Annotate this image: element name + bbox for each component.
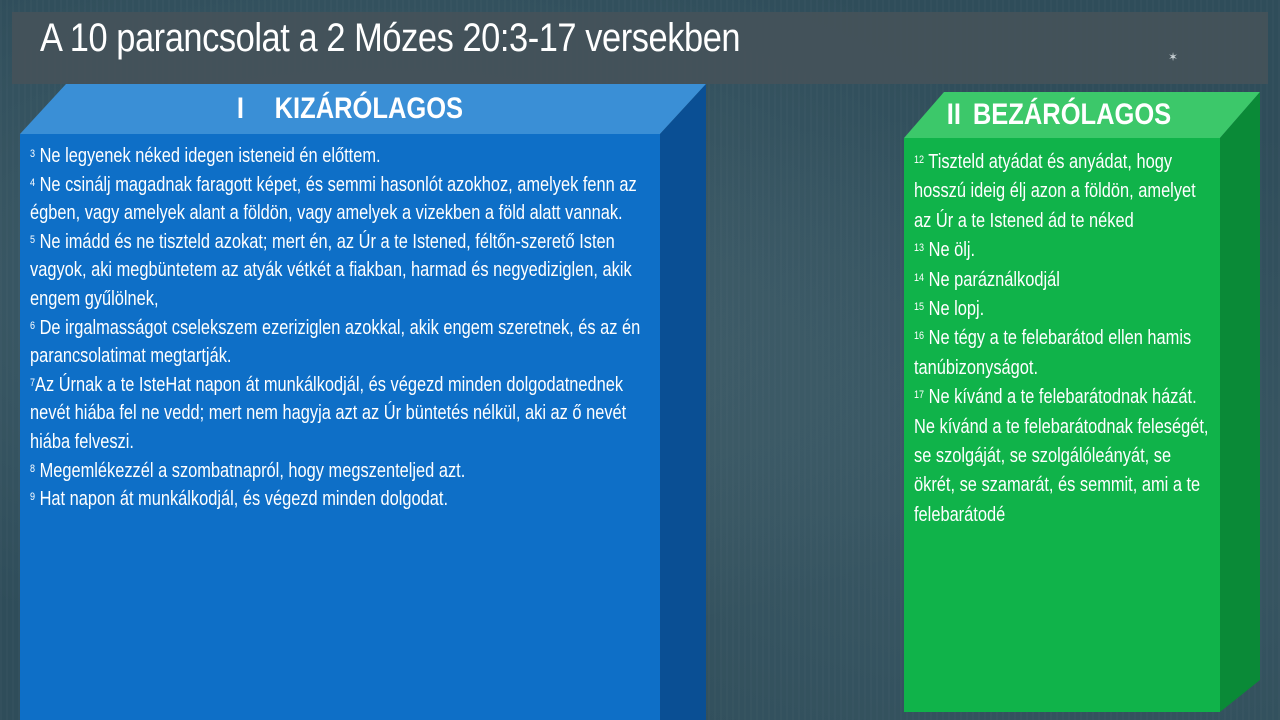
verse-text: Ne kívánd a te felebarátodnak házát. Ne kívánd a te felebarátodnak feleségét, se szolgáját, se szolgálóleányát, se ökrét, se szamarát, és semmit, ami a te felebarátodé bbox=[914, 386, 1209, 526]
green-box-side bbox=[1220, 92, 1260, 712]
verse-number: 4 bbox=[30, 176, 36, 189]
verse-number: 8 bbox=[30, 462, 36, 475]
bezarolagos-box bbox=[904, 92, 1260, 712]
verse-text: Ne paráználkodjál bbox=[924, 268, 1060, 291]
blue-box-heading bbox=[70, 92, 631, 132]
verse bbox=[914, 148, 1209, 236]
verse-text: Hat napon át munkálkodjál, és végezd minden dolgodat. bbox=[35, 488, 449, 511]
verse-number: 16 bbox=[914, 330, 925, 343]
kizarolagos-box bbox=[20, 84, 706, 720]
verse bbox=[30, 171, 653, 228]
verse-number: 12 bbox=[914, 154, 925, 166]
verse bbox=[914, 324, 1209, 383]
verse-number: 17 bbox=[914, 389, 925, 402]
verse bbox=[30, 314, 653, 371]
verse-text: Ne imádd és ne tiszteld azokat; mert én, az Úr a te Istened, féltőn-szerető Isten vagyok, aki megbüntetem az atyák vétkét a fiakban, harmad és negyediziglen, akik engem gyűlölnek, bbox=[30, 230, 632, 310]
verse-number: 3 bbox=[30, 148, 36, 160]
verse-number: 6 bbox=[30, 319, 36, 332]
blue-box-number: I bbox=[236, 92, 245, 125]
verse-text: Az Úrnak a te IsteHat napon át munkálkodjál, és végezd minden dolgodatnednek nevét hiába fel ne vedd; mert nem hagyja azt az Úr büntetés nélkül, aki az ő nevét hiába felveszi. bbox=[30, 373, 627, 453]
verse-number: 5 bbox=[30, 233, 36, 246]
verse-text: Ne lopj. bbox=[924, 298, 985, 321]
verse-number: 9 bbox=[30, 491, 36, 504]
star-icon: ✶ bbox=[1168, 50, 1179, 64]
verse bbox=[30, 228, 653, 314]
green-verses-list bbox=[914, 148, 1209, 530]
verse bbox=[914, 383, 1209, 530]
verse-text: Ne ölj. bbox=[924, 239, 976, 262]
verse bbox=[30, 485, 653, 514]
verse bbox=[914, 295, 1209, 324]
blue-box-side bbox=[660, 84, 706, 720]
green-box-title: BEZÁRÓLAGOS bbox=[972, 98, 1172, 131]
verse bbox=[914, 236, 1209, 265]
verse-text: Megemlékezzél a szombatnapról, hogy megszenteljed azt. bbox=[35, 459, 466, 482]
verse-number: 7 bbox=[30, 376, 36, 389]
verse-text: Ne tégy a te felebarátod ellen hamis tanúbizonyságot. bbox=[914, 327, 1192, 379]
green-box-number: II bbox=[946, 98, 961, 131]
verse bbox=[30, 457, 653, 486]
verse-number: 13 bbox=[914, 242, 925, 255]
verse-text: Ne csinálj magadnak faragott képet, és semmi hasonlót azokhoz, amelyek fenn az égben, vagy amelyek alant a földön, vagy amelyek a vizekben a föld alatt vannak. bbox=[30, 173, 637, 225]
verse-text: Tiszteld atyádat és anyádat, hogy hosszú ideig élj azon a földön, amelyet az Úr a te Istened ád te néked bbox=[914, 151, 1196, 232]
verse bbox=[914, 266, 1209, 295]
verse-text: De irgalmasságot cselekszem ezeriziglen azokkal, akik engem szeretnek, és az én parancsolatimat megtartják. bbox=[30, 316, 641, 368]
verse bbox=[30, 371, 653, 457]
verse bbox=[30, 142, 653, 171]
verse-text: Ne legyenek néked idegen isteneid én előttem. bbox=[35, 145, 381, 167]
green-box-heading bbox=[927, 98, 1191, 138]
page-title: A 10 parancsolat a 2 Mózes 20:3-17 versekben bbox=[40, 16, 741, 60]
blue-verses-list bbox=[30, 142, 653, 514]
verse-number: 14 bbox=[914, 271, 925, 284]
verse-number: 15 bbox=[914, 301, 925, 314]
blue-box-title: KIZÁRÓLAGOS bbox=[274, 92, 464, 125]
